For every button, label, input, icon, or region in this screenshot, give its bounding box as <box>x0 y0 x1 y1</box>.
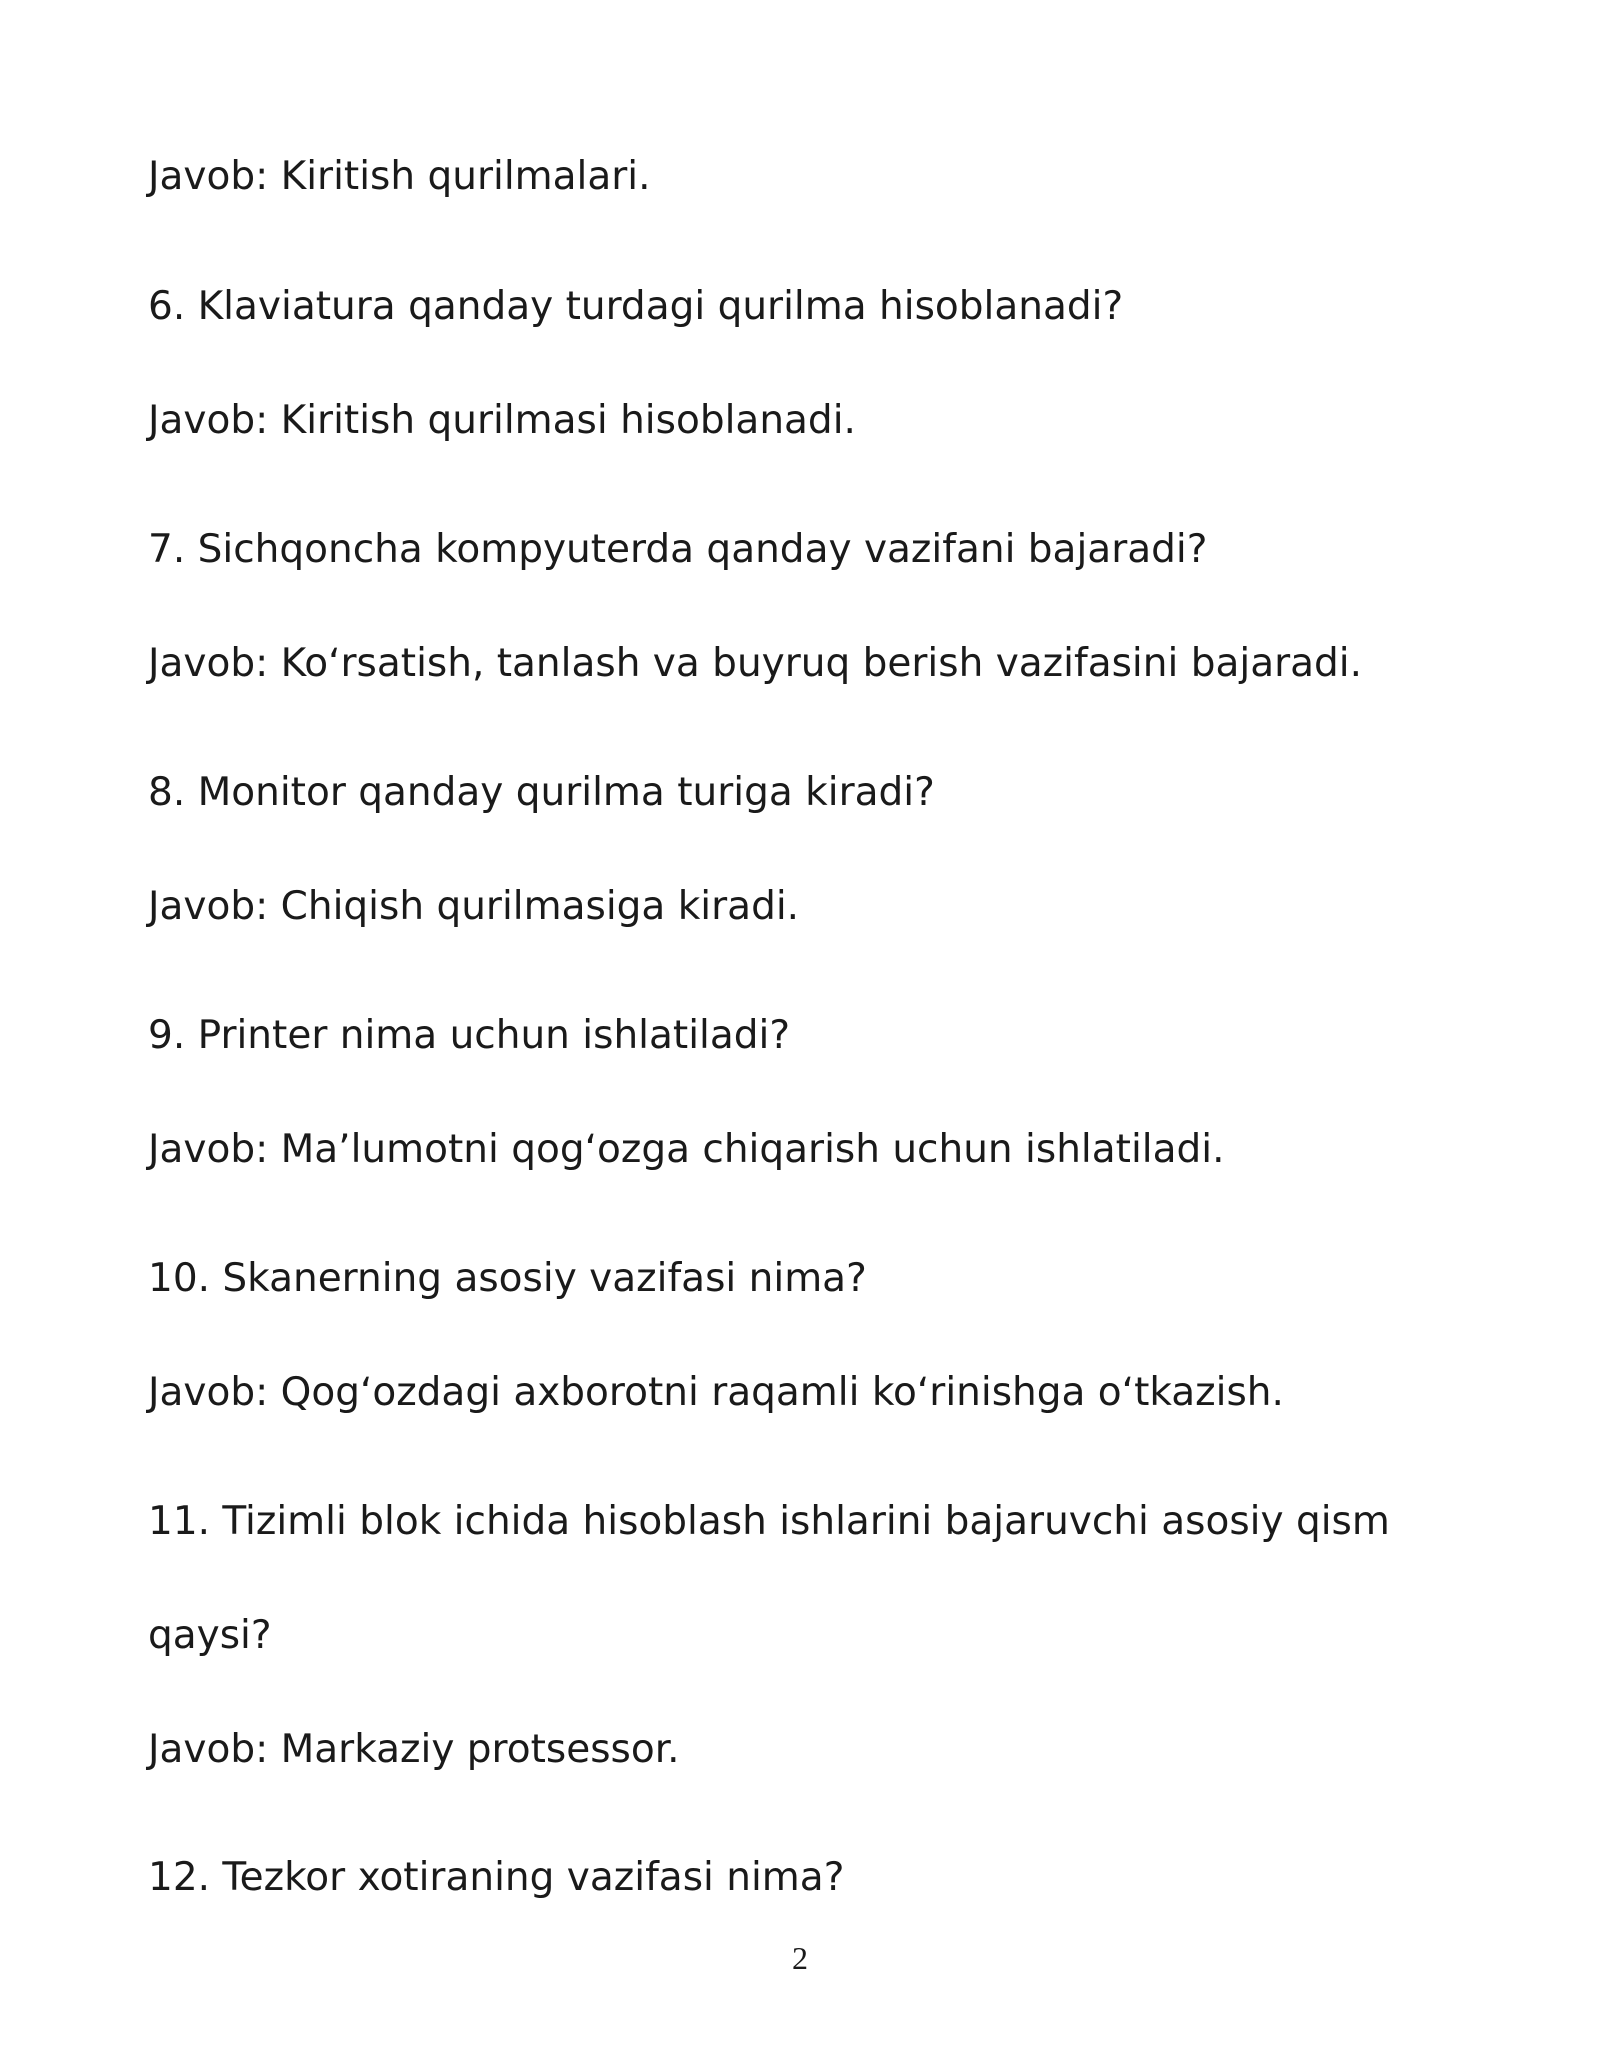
question-11: 11. Tizimli blok ichida hisoblash ishlarini bajaruvchi asosiy qism <box>148 1499 1390 1544</box>
page-number: 2 <box>792 1940 808 1976</box>
question-9: 9. Printer nima uchun ishlatiladi? <box>148 1013 791 1058</box>
question-6: 6. Klaviatura qanday turdagi qurilma hisoblanadi? <box>148 284 1124 329</box>
answer-5: Javob: Kiritish qurilmalari. <box>148 154 651 199</box>
question-8: 8. Monitor qanday qurilma turiga kiradi? <box>148 770 935 815</box>
answer-10: Javob: Qog‘ozdagi axborotni raqamli ko‘rinishga o‘tkazish. <box>148 1370 1284 1415</box>
question-12: 12. Tezkor xotiraning vazifasi nima? <box>148 1855 845 1900</box>
answer-11: Javob: Markaziy protsessor. <box>148 1727 680 1772</box>
answer-6: Javob: Kiritish qurilmasi hisoblanadi. <box>148 398 856 443</box>
answer-9: Javob: Ma’lumotni qog‘ozga chiqarish uchun ishlatiladi. <box>148 1127 1225 1172</box>
answer-7: Javob: Ko‘rsatish, tanlash va buyruq berish vazifasini bajaradi. <box>148 641 1363 686</box>
question-10: 10. Skanerning asosiy vazifasi nima? <box>148 1256 867 1301</box>
question-11-cont: qaysi? <box>148 1613 272 1658</box>
answer-8: Javob: Chiqish qurilmasiga kiradi. <box>148 884 800 929</box>
question-7: 7. Sichqoncha kompyuterda qanday vazifani bajaradi? <box>148 527 1208 572</box>
